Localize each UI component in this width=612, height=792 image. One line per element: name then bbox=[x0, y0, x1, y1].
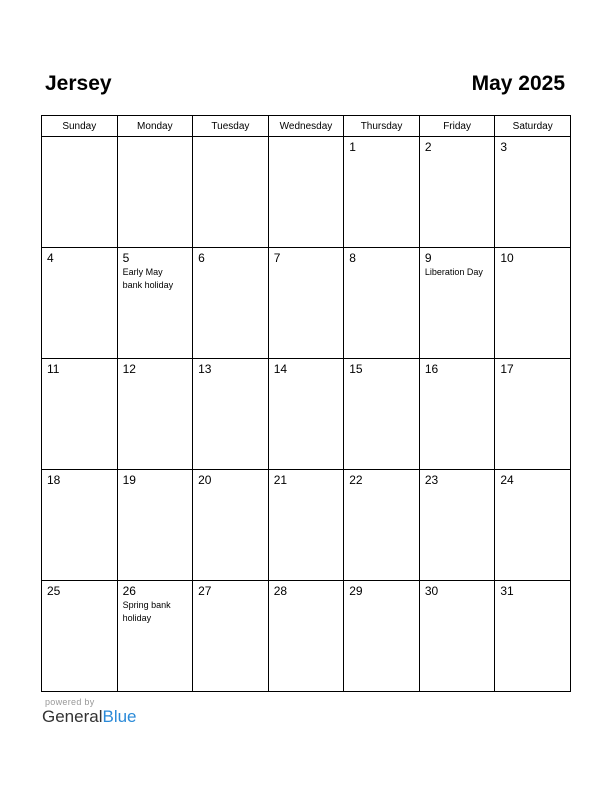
calendar-title-region: Jersey bbox=[45, 72, 112, 95]
powered-by-text: powered by bbox=[45, 697, 95, 707]
brand-logo-part2: Blue bbox=[102, 707, 137, 726]
holiday-label: Early May bank holiday bbox=[122, 267, 174, 290]
weekday-header: Tuesday bbox=[193, 116, 269, 137]
day-number: 5 bbox=[122, 251, 130, 265]
week-row bbox=[42, 581, 571, 692]
empty-day-cell bbox=[42, 137, 118, 248]
day-number: 2 bbox=[424, 140, 432, 154]
day-number: 11 bbox=[47, 362, 60, 376]
day-cell bbox=[117, 359, 193, 470]
holiday-label: Spring bank holiday bbox=[122, 600, 171, 623]
day-cell bbox=[42, 581, 118, 692]
day-cell bbox=[268, 359, 344, 470]
day-number: 23 bbox=[424, 473, 439, 487]
day-number: 26 bbox=[122, 584, 136, 598]
day-cell bbox=[268, 470, 344, 581]
day-cell bbox=[117, 248, 193, 359]
day-cell bbox=[193, 581, 269, 692]
day-cell bbox=[419, 359, 495, 470]
week-row bbox=[42, 470, 571, 581]
empty-day-cell bbox=[268, 137, 344, 248]
day-cell bbox=[495, 470, 571, 581]
day-cell bbox=[344, 581, 420, 692]
day-cell bbox=[268, 581, 344, 692]
day-number: 6 bbox=[198, 251, 205, 265]
weekday-header: Saturday bbox=[495, 116, 571, 137]
weekday-header: Friday bbox=[419, 116, 495, 137]
holiday-label: Liberation Day bbox=[424, 267, 483, 277]
week-row bbox=[42, 137, 571, 248]
day-cell bbox=[344, 470, 420, 581]
weekday-header: Monday bbox=[117, 116, 193, 137]
day-number: 1 bbox=[349, 140, 356, 154]
day-cell bbox=[495, 137, 571, 248]
day-number: 27 bbox=[198, 584, 212, 598]
day-cell bbox=[344, 137, 420, 248]
day-number: 22 bbox=[349, 473, 363, 487]
day-cell bbox=[42, 470, 118, 581]
day-number: 12 bbox=[122, 362, 136, 376]
day-cell bbox=[42, 359, 118, 470]
day-number: 29 bbox=[349, 584, 363, 598]
day-cell bbox=[268, 248, 344, 359]
day-number: 31 bbox=[500, 584, 514, 598]
day-cell bbox=[419, 581, 495, 692]
day-number: 21 bbox=[273, 473, 288, 487]
empty-day-cell bbox=[117, 137, 193, 248]
day-cell bbox=[495, 248, 571, 359]
day-cell bbox=[344, 359, 420, 470]
day-number: 13 bbox=[198, 362, 212, 376]
day-cell bbox=[419, 137, 495, 248]
day-number: 16 bbox=[424, 362, 439, 376]
day-number: 18 bbox=[47, 473, 61, 487]
day-cell bbox=[344, 248, 420, 359]
day-cell bbox=[495, 359, 571, 470]
day-number: 25 bbox=[47, 584, 61, 598]
brand-logo bbox=[42, 707, 137, 727]
day-number: 24 bbox=[500, 473, 514, 487]
day-cell bbox=[193, 248, 269, 359]
day-number: 7 bbox=[273, 251, 281, 265]
day-number: 4 bbox=[47, 251, 54, 265]
footer-branding bbox=[42, 697, 137, 727]
day-cell bbox=[419, 470, 495, 581]
weekday-header: Sunday bbox=[42, 116, 118, 137]
day-number: 14 bbox=[273, 362, 288, 376]
calendar-title-month: May 2025 bbox=[471, 72, 565, 95]
day-cell bbox=[42, 248, 118, 359]
day-cell bbox=[495, 581, 571, 692]
day-number: 30 bbox=[424, 584, 439, 598]
weekday-header-row bbox=[42, 116, 571, 137]
day-number: 17 bbox=[500, 362, 514, 376]
day-cell bbox=[193, 359, 269, 470]
day-number: 8 bbox=[349, 251, 356, 265]
day-number: 9 bbox=[424, 251, 432, 265]
day-cell bbox=[117, 581, 193, 692]
day-number: 19 bbox=[122, 473, 136, 487]
day-number: 28 bbox=[273, 584, 288, 598]
day-cell bbox=[193, 470, 269, 581]
calendar-grid bbox=[41, 115, 571, 692]
empty-day-cell bbox=[193, 137, 269, 248]
brand-logo-part1: General bbox=[42, 707, 103, 726]
day-number: 3 bbox=[500, 140, 508, 154]
day-cell bbox=[117, 470, 193, 581]
weekday-header: Thursday bbox=[344, 116, 420, 137]
week-row bbox=[42, 359, 571, 470]
day-cell bbox=[419, 248, 495, 359]
weekday-header: Wednesday bbox=[268, 116, 344, 137]
day-number: 15 bbox=[349, 362, 363, 376]
day-number: 10 bbox=[500, 251, 514, 265]
week-row bbox=[42, 248, 571, 359]
day-number: 20 bbox=[198, 473, 212, 487]
